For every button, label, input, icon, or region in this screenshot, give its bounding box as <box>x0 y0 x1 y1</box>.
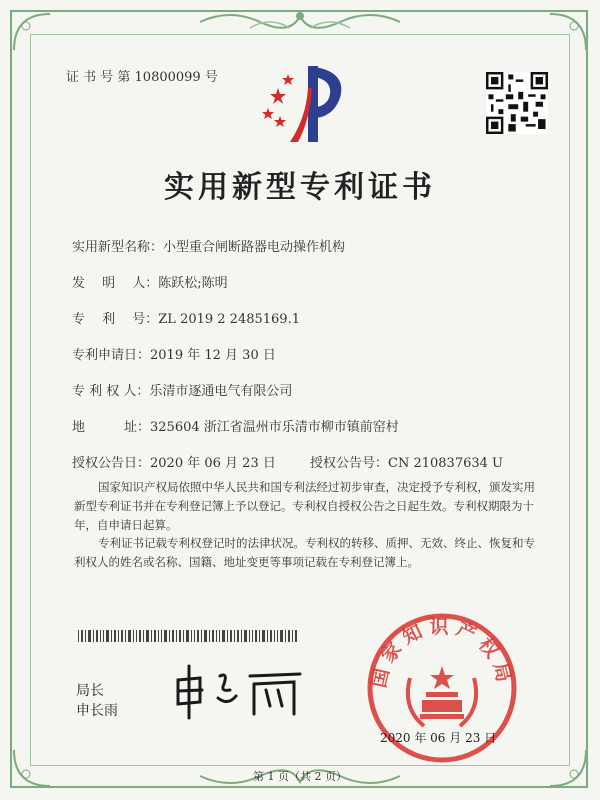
barcode-icon <box>78 630 298 642</box>
field-value: ZL 2019 2 2485169.1 <box>158 312 300 327</box>
address <box>72 416 399 435</box>
corner-ornament <box>12 12 52 52</box>
field-label: 专 利 权 人： <box>72 384 150 399</box>
field-label: 发 明 人： <box>72 276 159 291</box>
field-label: 授权公告号： <box>310 456 389 471</box>
field-value: 325604 浙江省温州市乐清市柳市镇前窑村 <box>150 420 399 435</box>
field-value: 乐清市逐通电气有限公司 <box>149 384 293 399</box>
utility-model-name <box>72 236 345 255</box>
filing-date <box>72 344 276 363</box>
field-value: 2020 年 06 月 23 日 <box>150 456 276 471</box>
signatory-name: 申长雨 <box>76 703 118 719</box>
legal-status-statement: 专利证书记载专利权登记时的法律状况。专利权的转移、质押、无效、终止、恢复和专利权人的姓名或名称、国籍、地址变更等事项记载在专利登记簿上。 <box>74 536 535 569</box>
field-label: 地 址： <box>72 420 151 435</box>
field-label: 专利申请日： <box>72 348 151 363</box>
field-value: 小型重合闸断路器电动操作机构 <box>163 240 346 255</box>
field-label: 专 利 号： <box>72 312 159 327</box>
patent-office-logo-icon <box>258 58 348 148</box>
corner-ornament <box>548 12 588 52</box>
inventor <box>72 272 228 291</box>
field-label: 授权公告日： <box>72 456 151 471</box>
patentee <box>72 380 292 399</box>
page-number: 第 1 页（共 2 页） <box>253 770 347 783</box>
handwritten-signature <box>170 662 310 722</box>
qr-code-icon <box>486 72 548 134</box>
certificate-title: 实用新型专利证书 <box>164 170 436 205</box>
seal-date: 2020 年 06 月 23 日 <box>380 731 497 745</box>
field-value: CN 210837634 U <box>388 456 503 471</box>
top-ornament <box>190 8 410 36</box>
field-value: 陈跃松;陈明 <box>158 276 228 291</box>
certificate-number: 证 书 号 第 10800099 号 <box>66 70 218 85</box>
grant-statement: 国家知识产权局依照中华人民共和国专利法经过初步审查，决定授予专利权，颁发实用新型专利证书并在专利登记簿上予以登记。专利权自授权公告之日起生效。专利权期限为十年，自申请日起算。 <box>74 480 535 532</box>
field-value: 2019 年 12 月 30 日 <box>150 348 276 363</box>
svg-text:国家知识产权局: 国家知识产权局 <box>368 616 516 690</box>
grant-number <box>310 452 503 471</box>
grant-date <box>72 452 276 471</box>
signatory-title: 局长 <box>76 683 104 699</box>
field-label: 实用新型名称： <box>72 240 164 255</box>
patent-number <box>72 308 300 327</box>
